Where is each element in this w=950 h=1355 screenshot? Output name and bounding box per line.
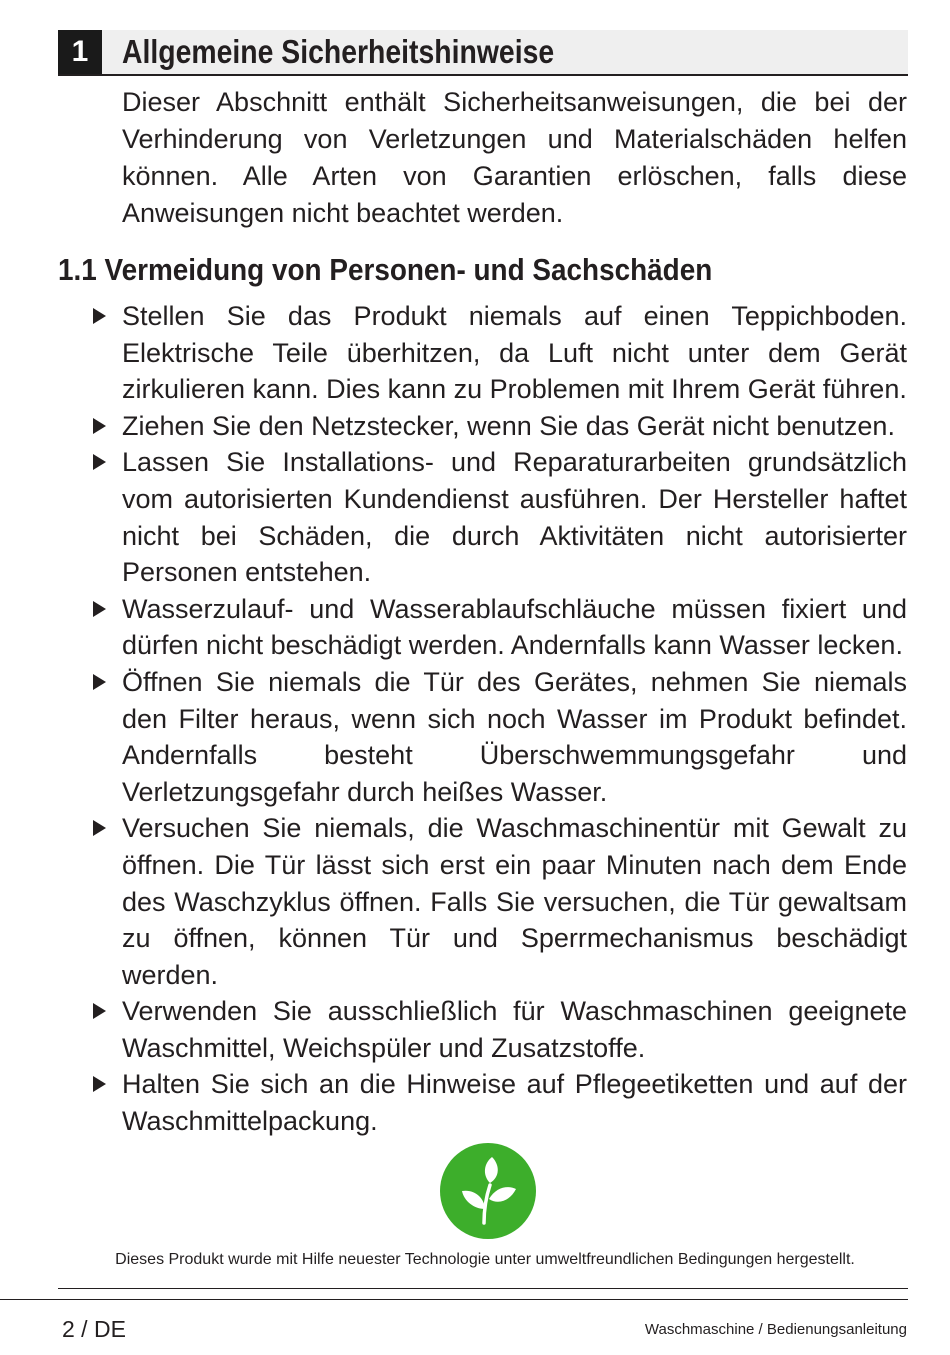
list-item-text: Ziehen Sie den Netzstecker, wenn Sie das Gerät nicht benutzen. <box>122 410 895 441</box>
list-item <box>122 993 907 1066</box>
divider <box>58 1288 908 1289</box>
list-item-text: Stellen Sie das Produkt niemals auf einen Teppichboden. Elektrische Teile überhitzen, da Luft nicht unter dem Gerät zirkulieren kann. Dies kann zu Problemen mit Ihrem Gerät führen. <box>122 301 907 405</box>
list-item <box>122 591 907 664</box>
list-item <box>122 810 907 993</box>
section-title: Allgemeine Sicherheitshinweise <box>122 33 555 70</box>
list-item <box>122 664 907 810</box>
bullet-triangle-icon <box>93 674 106 690</box>
list-item <box>122 1066 907 1139</box>
list-item <box>122 444 907 590</box>
bullet-triangle-icon <box>93 1076 106 1092</box>
list-item <box>122 298 907 408</box>
section-intro: Dieser Abschnitt enthält Sicherheitsanweisungen, die bei der Verhinderung von Verletzungen und Materialschäden helfen können. Alle Arten von Garantien erlöschen, falls diese Anweisungen nicht beachtet werden. <box>122 87 907 228</box>
list-item-text: Öffnen Sie niemals die Tür des Gerätes, nehmen Sie niemals den Filter heraus, wenn sich noch Wasser im Produkt befindet. Andernfalls besteht Überschwemmungsgefahr und Verletzungsgefahr durch heißes Wasser. <box>122 666 907 807</box>
page-number: 2 / DE <box>62 1316 126 1342</box>
divider <box>0 1299 908 1300</box>
safety-list <box>122 298 907 1140</box>
list-item-text: Halten Sie sich an die Hinweise auf Pflegeetiketten und auf der Waschmittelpackung. <box>122 1069 907 1137</box>
list-item-text: Versuchen Sie niemals, die Waschmaschinentür mit Gewalt zu öffnen. Die Tür lässt sich erst ein paar Minuten nach dem Ende des Waschzyklus öffnen. Falls Sie versuchen, die Tür gewaltsam zu öffnen, können Tür und Sperrmechanismus beschädigt werden. <box>122 813 907 990</box>
section-number: 1 <box>58 30 102 74</box>
document-title: Waschmaschine / Bedienungsanleitung <box>644 1321 907 1338</box>
bullet-triangle-icon <box>93 454 106 470</box>
bullet-triangle-icon <box>93 1003 106 1019</box>
bullet-triangle-icon <box>93 308 106 324</box>
eco-statement: Dieses Produkt wurde mit Hilfe neuester Technologie unter umweltfreundlichen Bedingungen hergestellt. <box>115 1251 855 1268</box>
subsection-title: 1.1 Vermeidung von Personen- und Sachschäden <box>58 252 713 287</box>
list-item-text: Lassen Sie Installations- und Reparaturarbeiten grundsätzlich vom autorisierten Kundendienst ausführen. Der Hersteller haftet nicht bei Schäden, die durch Aktivitäten nicht autorisierter Personen entstehen. <box>122 447 907 588</box>
list-item <box>122 408 907 445</box>
bullet-triangle-icon <box>93 418 106 434</box>
list-item-text: Wasserzulauf- und Wasserablaufschläuche müssen fixiert und dürfen nicht beschädigt werden. Andernfalls kann Wasser lecken. <box>122 593 907 661</box>
list-item-text: Verwenden Sie ausschließlich für Waschmaschinen geeignete Waschmittel, Weichspüler und Zusatzstoffe. <box>122 996 907 1063</box>
section-header <box>58 30 908 76</box>
bullet-triangle-icon <box>93 601 106 617</box>
leaf-icon <box>440 1143 536 1239</box>
bullet-triangle-icon <box>93 820 106 836</box>
